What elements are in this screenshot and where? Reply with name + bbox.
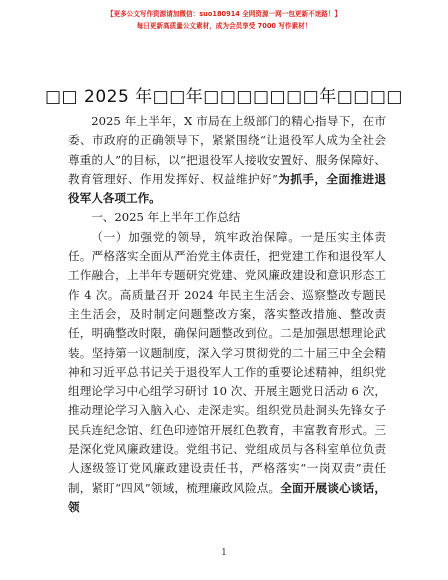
section-heading: 一、2025 年上半年工作总结 — [91, 210, 241, 225]
body-text: （一）加强党的领导，筑牢政治保障。一是压实主体责任。严格落实全面从严治党主体责任，把党建工作和退役军人工作融合，上半年专题研究党建、党风廉政建设和意识形态工作 4 次。高质量召开 2024 年民主生活会、巡察整改专题民主生活会，及时制定问题整改方案，落实整改措施、整改责任，明确整改时限，确保问题整改到位。二是加强思想理论武装。坚持第一议题制度，深入学习贯彻党的二十届三中全会精神和习近平总书记关于退役军人工作的重要论述精神，组织党组理论学习中心组学习研讨 10 次、开展主题党日活动 6 次，推动理论学习入脑入心、走深走实。组织党员赴洞头先锋女子民兵连纪念馆、红色印迹馆开展红色教育，丰富教育形式。三是深化党风廉政建设。党组书记、党组成员与各科室单位负责人逐级签订党风廉政建设责任书，严格落实“一岗双责”责任制，紧盯“四风”领域，梳理廉政风险点。 — [68, 229, 386, 495]
intro-paragraph — [68, 112, 386, 208]
document-title: □□ 2025 年□□年□□□□□□□年□□□□ — [44, 87, 403, 107]
body-emphasis: 全面开展谈心谈话，领 — [68, 480, 386, 514]
intro-emphasis: 为抓手，全面推进退役军人各项工作。 — [68, 171, 386, 206]
body-paragraph — [68, 228, 386, 517]
document-body — [68, 112, 386, 517]
page-number: 1 — [221, 548, 227, 558]
intro-text: 2025 年上半年，X 市局在上级部门的精心指导下，在市委、市政府的正确领导下，紧紧围绕“让退役军人成为全社会尊重的人”的目标，以“把退役军人接收安置好、服务保障好、教育管理好、作用发挥好、权益维护好” — [68, 114, 386, 186]
banner-line-1: 【更多公文写作资源请加微信：suo180914 全网资源一网一包更新不迷路！】 — [106, 10, 342, 18]
banner-line-2: 每日更新高质量公文素材，成为会员享受 7000 写作素材！ — [136, 22, 312, 30]
header-banner — [0, 8, 448, 32]
